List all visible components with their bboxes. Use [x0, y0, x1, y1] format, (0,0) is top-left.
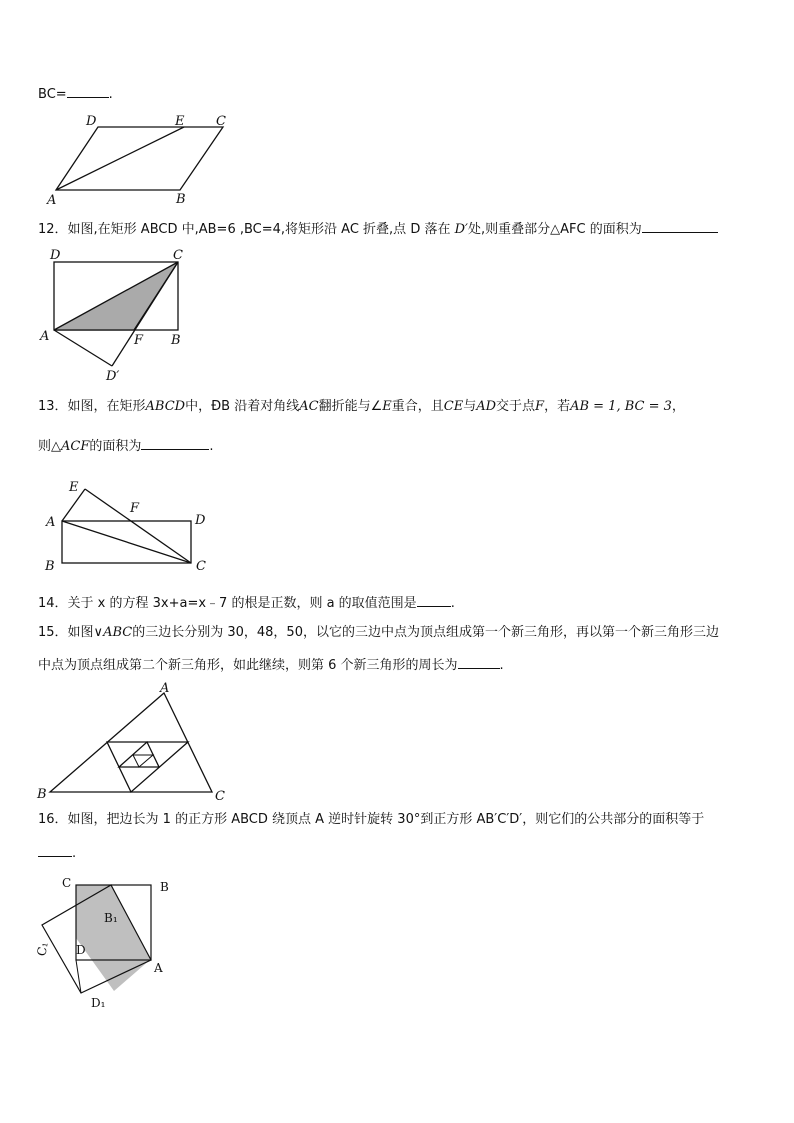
q11-line [38, 84, 113, 104]
q15-label-B: B [37, 787, 47, 802]
q13-rectangle-fold-figure [40, 476, 220, 581]
q12-dprime: D′ [454, 222, 468, 237]
q13-text-j: AD [476, 399, 497, 414]
q13-label-F: F [130, 501, 140, 516]
q13-label-B: B [45, 559, 55, 574]
q11-text: BC= [38, 87, 67, 102]
q15-label-C: C [215, 789, 225, 804]
q13-text-i: 与 [463, 399, 477, 414]
q13-text-g: 重合，且 [391, 399, 444, 414]
q12-label-A: A [40, 329, 50, 344]
q13-label-E: E [69, 480, 79, 495]
q13-text-l: F [535, 399, 545, 414]
q15-line2 [38, 655, 504, 675]
q16-text: 16．如图，把边长为 1 的正方形 ABCD 绕顶点 A 逆时针旋转 30°到正方形 AB′C′D′，则它们的公共部分的面积等于 [38, 812, 705, 827]
q12-label-C: C [173, 248, 183, 263]
q16-label-C: C [62, 876, 72, 890]
q11-label-A: A [47, 193, 57, 208]
q16-rotated-squares-figure [34, 872, 184, 1012]
q13-line2 [38, 436, 214, 456]
q13-answer-blank[interactable] [141, 436, 209, 450]
q14-answer-blank[interactable] [417, 593, 451, 607]
q16-answer-blank[interactable] [38, 843, 72, 857]
q12-rectangle-fold-figure [36, 246, 206, 386]
q15-label-A: A [160, 681, 170, 696]
q11-period: . [108, 87, 113, 102]
q13-label-C: C [196, 559, 206, 574]
q13-line1 [38, 398, 685, 416]
q15-text-c: 的三边长分别为 30，48，50，以它的三边中点为顶点组成第一个新三角形，再以第一个新三角形三边 [132, 625, 719, 640]
q13-line2-b: ACF [61, 439, 90, 454]
q13-label-A: A [46, 515, 56, 530]
q16-line2 [38, 843, 76, 863]
q16-line1 [38, 811, 704, 829]
q13-text-c: 中，ÐB 沿着对角线 [185, 399, 300, 414]
q13-line2-a: 则△ [38, 439, 61, 454]
q15-text-b: ABC [103, 625, 133, 640]
q16-label-A: A [154, 961, 163, 975]
q13-text-h: CE [443, 399, 464, 414]
q13-text-m: ，若 [544, 399, 571, 414]
q13-line2-d: . [209, 439, 214, 454]
q12-label-B: B [171, 333, 181, 348]
q13-line2-c: 的面积为 [89, 439, 142, 454]
q11-parallelogram-figure [40, 110, 240, 210]
q13-text-d: AC [299, 399, 319, 414]
q16-period: . [72, 846, 77, 861]
q15-answer-blank[interactable] [458, 655, 500, 669]
q16-label-C1: C₁ [34, 940, 51, 958]
q14-period: . [450, 596, 455, 611]
q16-label-D: D [76, 943, 86, 957]
q12-text2: 处,则重叠部分△AFC 的面积为 [467, 222, 642, 237]
q12-answer-blank[interactable] [642, 219, 718, 233]
q12-line [38, 219, 718, 239]
q13-text-a: 13．如图，在矩形 [38, 399, 146, 414]
q13-label-D: D [195, 513, 206, 528]
q11-label-D: D [86, 114, 97, 129]
q12-label-F: F [134, 333, 144, 348]
q15-nested-triangles-figure [34, 680, 234, 805]
q11-label-C: C [216, 114, 226, 129]
q13-text-e: 翻折能与∠ [318, 399, 383, 414]
q13-text-b: ABCD [145, 399, 186, 414]
q16-label-B1: B₁ [104, 911, 118, 925]
q12-text: 12．如图,在矩形 ABCD 中,AB=6 ,BC=4,将矩形沿 AC 折叠,点 D 落在 [38, 222, 451, 237]
q14-text: 14．关于 x 的方程 3x+a=x﹣7 的根是正数，则 a 的取值范围是 [38, 596, 417, 611]
q14-line [38, 593, 455, 613]
q11-label-B: B [176, 192, 186, 207]
q16-label-B: B [160, 880, 169, 894]
q15-line1 [38, 624, 719, 642]
q11-answer-blank[interactable] [67, 84, 109, 98]
q13-text-f: E [382, 399, 392, 414]
q13-text-n: AB = 1, BC = 3 [570, 399, 672, 414]
q15-line2-text: 中点为顶点组成第二个新三角形，如此继续，则第 6 个新三角形的周长为 [38, 658, 458, 673]
q12-label-D: D [50, 248, 61, 263]
q12-label-Dprime: D′ [106, 369, 120, 384]
q16-label-D1: D₁ [91, 996, 106, 1010]
q13-text-k: 交于点 [496, 399, 536, 414]
q15-text-a: 15．如图∨ [38, 625, 104, 640]
q11-label-E: E [175, 114, 185, 129]
q13-text-o: ， [671, 399, 685, 414]
q15-period: . [499, 658, 504, 673]
